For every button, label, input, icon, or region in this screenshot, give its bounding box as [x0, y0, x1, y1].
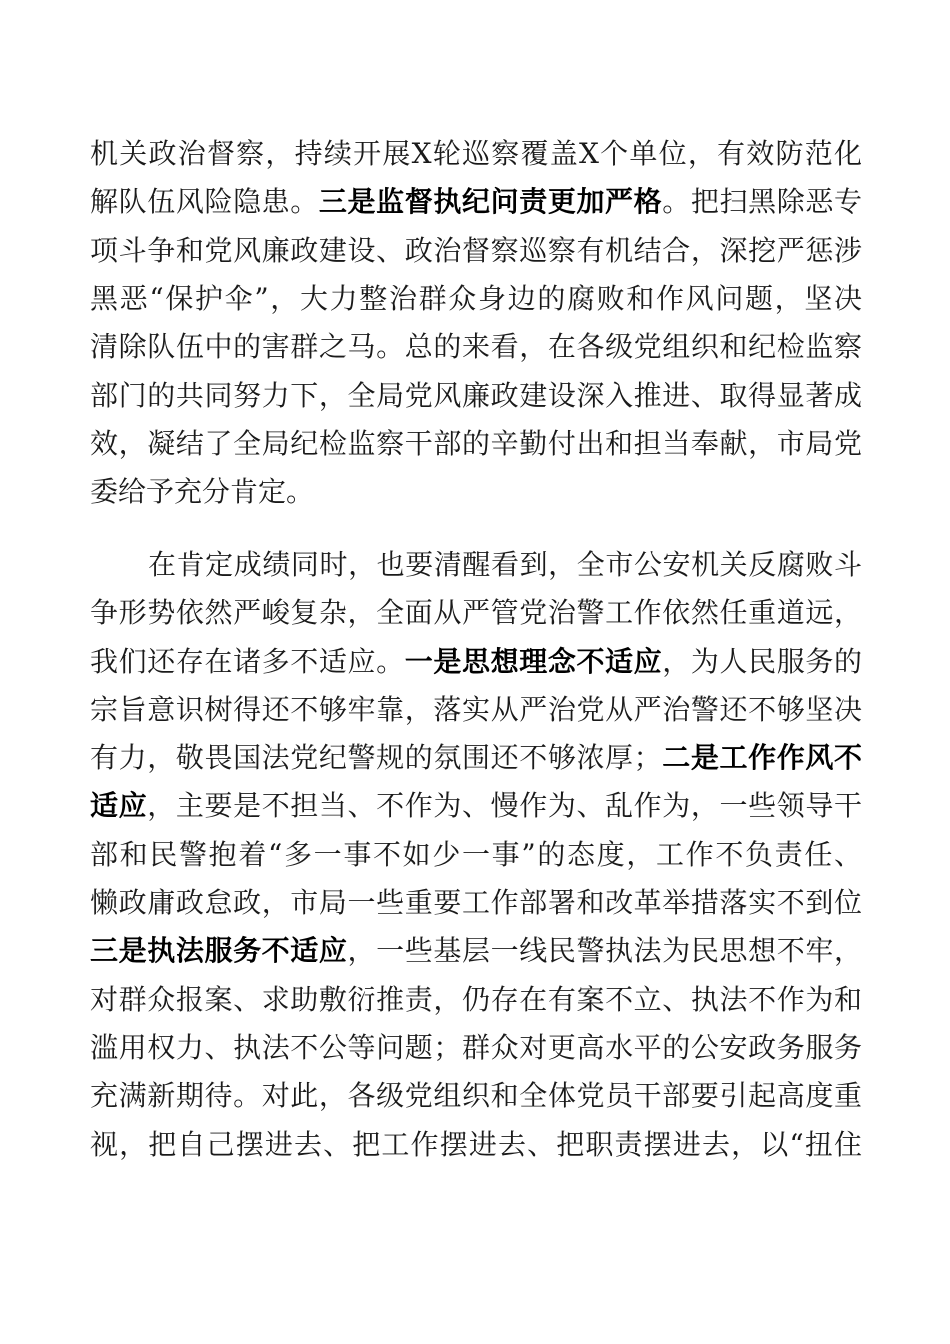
- text-segment: 滥用权力、执法不公等问题；群众对更高水平的公安政务服务: [90, 1031, 862, 1064]
- text-line: [90, 1028, 862, 1068]
- text-line: [90, 786, 862, 826]
- text-line: [148, 545, 862, 585]
- text-segment: 视，把自己摆进去、把工作摆进去、把职责摆进去，以“扭住: [90, 1128, 862, 1161]
- text-line: [90, 642, 862, 682]
- text-line: [90, 182, 862, 222]
- text-line: [90, 883, 862, 923]
- text-line: [90, 424, 862, 464]
- text-segment: 委给予充分肯定。: [90, 475, 315, 508]
- text-line: [90, 738, 862, 778]
- text-line: [90, 231, 862, 271]
- text-segment: 部和民警抱着“多一事不如少一事”的态度，工作不负责任、: [90, 838, 862, 871]
- text-line: [90, 931, 862, 971]
- text-segment: 项斗争和党风廉政建设、政治督察巡察有机结合，深挖严惩涉: [90, 234, 862, 267]
- text-line: [90, 593, 862, 633]
- text-segment: 懒政庸政怠政，市局一些重要工作部署和改革举措落实不到位: [90, 886, 862, 919]
- text-line: [90, 1125, 862, 1165]
- text-segment: 机关政治督察，持续开展X轮巡察覆盖X个单位，有效防范化: [90, 137, 862, 170]
- text-line: [90, 472, 862, 512]
- text-line: [90, 376, 862, 416]
- bold-heading-phrase: 三是监督执纪问责更加严格: [318, 185, 663, 218]
- bold-heading-phrase: 二是工作作风不: [661, 741, 862, 774]
- text-segment: 清除队伍中的害群之马。总的来看，在各级党组织和纪检监察: [90, 330, 862, 363]
- text-segment: 我们还存在诸多不适应。: [90, 645, 405, 678]
- bold-heading-phrase: 适应: [90, 789, 148, 822]
- text-segment: 充满新期待。对此，各级党组织和全体党员干部要引起高度重: [90, 1079, 862, 1112]
- text-segment: 争形势依然严峻复杂，全面从严管党治警工作依然任重道远，: [90, 596, 862, 629]
- text-segment: ，为人民服务的: [662, 645, 862, 678]
- text-segment: ，一些基层一线民警执法为民思想不牢，: [347, 934, 862, 967]
- text-segment: 部门的共同努力下，全局党风廉政建设深入推进、取得显著成: [90, 379, 862, 412]
- text-segment: 有力，敬畏国法党纪警规的氛围还不够浓厚；: [90, 741, 662, 774]
- text-line: [90, 279, 862, 319]
- text-segment: 对群众报案、求助敷衍推责，仍存在有案不立、执法不作为和: [90, 983, 862, 1016]
- text-segment: 黑恶“保护伞”，大力整治群众身边的腐败和作风问题，坚决: [90, 282, 862, 315]
- text-line: [90, 980, 862, 1020]
- text-segment: ，主要是不担当、不作为、慢作为、乱作为，一些领导干: [147, 789, 862, 822]
- text-segment: 解队伍风险隐患。: [90, 185, 319, 218]
- text-segment: 宗旨意识树得还不够牢靠，落实从严治党从严治警还不够坚决: [90, 693, 862, 726]
- text-line: [90, 327, 862, 367]
- text-segment: 。把扫黑除恶专: [662, 185, 862, 218]
- text-segment: 效，凝结了全局纪检监察干部的辛勤付出和担当奉献，市局党: [90, 427, 862, 460]
- text-segment: 在肯定成绩同时，也要清醒看到，全市公安机关反腐败斗: [148, 548, 862, 581]
- text-line: [90, 835, 862, 875]
- bold-heading-phrase: 一是思想理念不适应: [404, 645, 663, 678]
- bold-heading-phrase: 三是执法服务不适应: [90, 934, 348, 967]
- text-line: [90, 134, 862, 174]
- text-line: [90, 690, 862, 730]
- text-line: [90, 1076, 862, 1116]
